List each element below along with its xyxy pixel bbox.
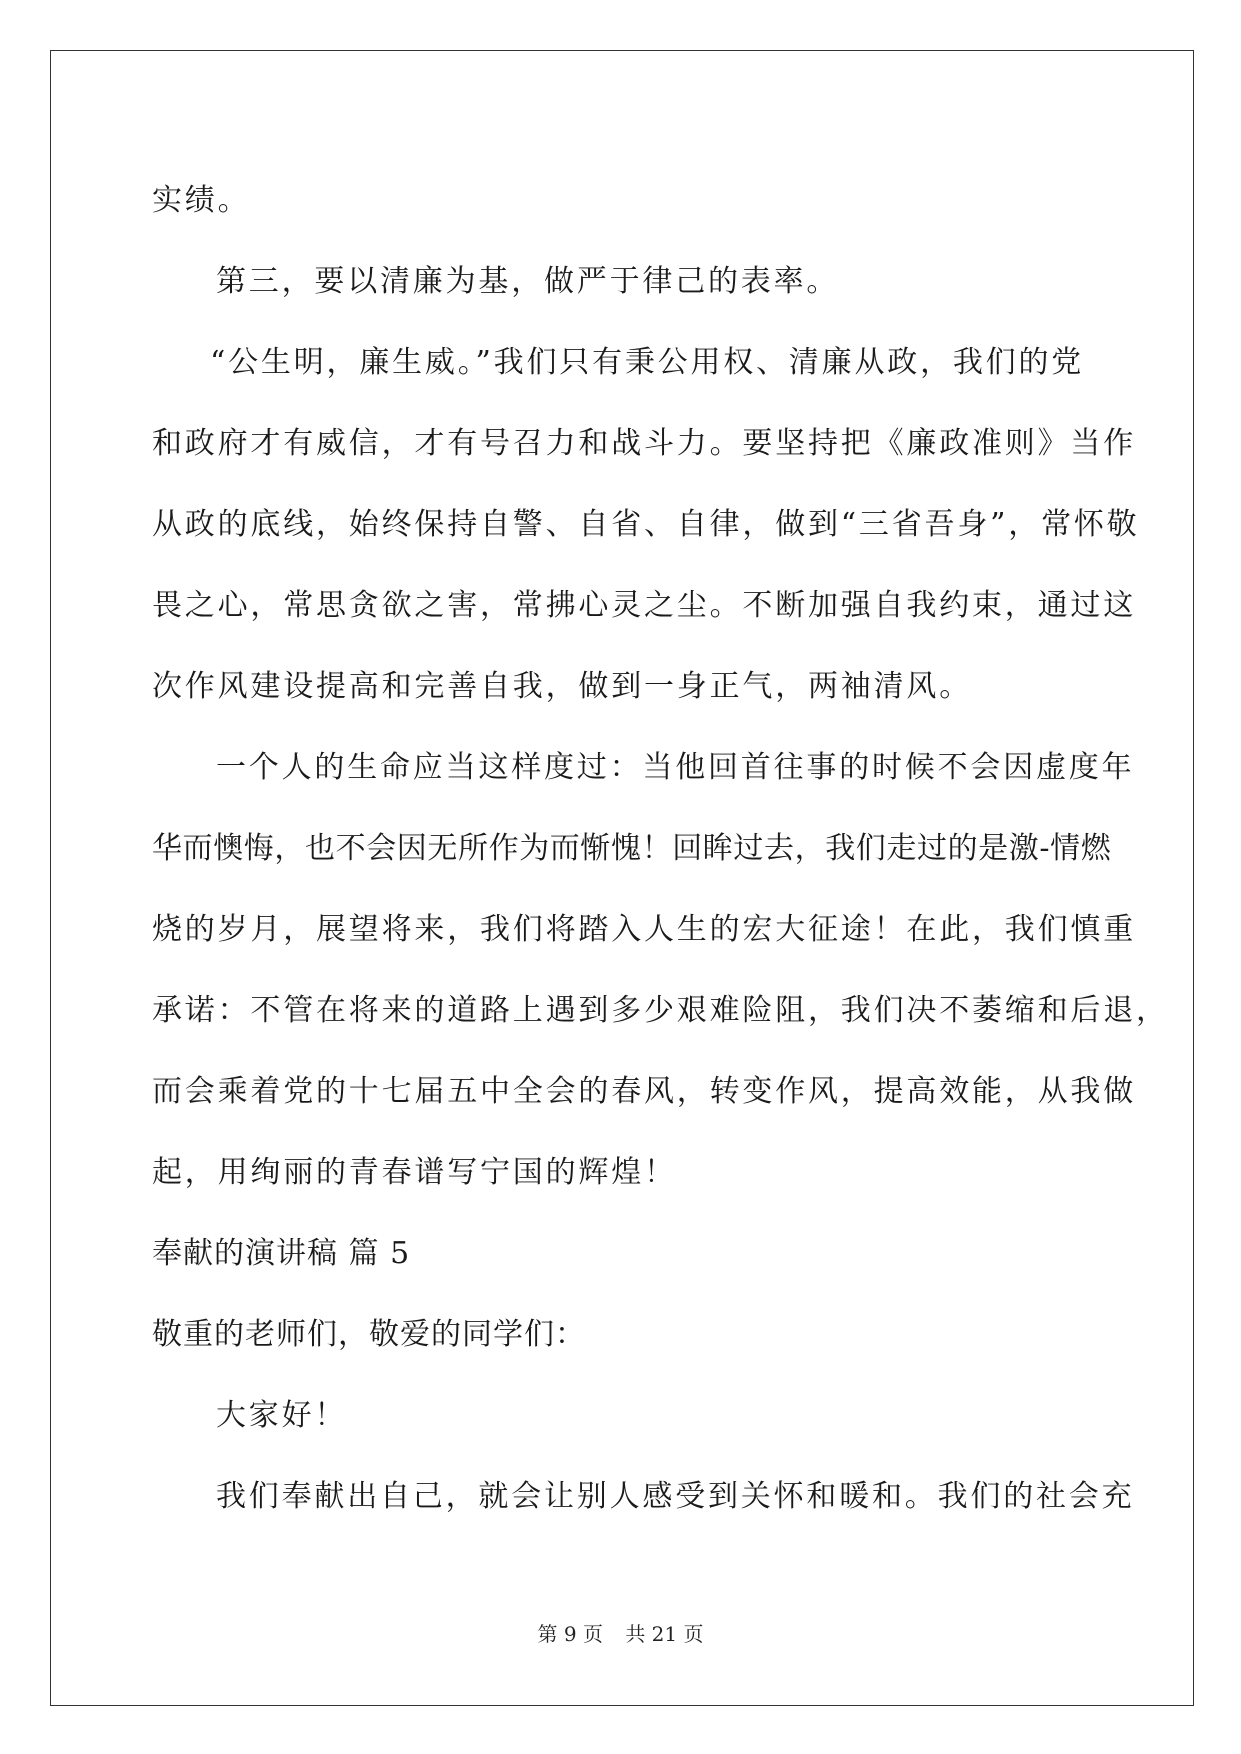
salutation: 敬重的老师们，敬爱的同学们：: [152, 1317, 586, 1352]
paragraph-line: 烧的岁月，展望将来，我们将踏入人生的宏大征途！在此，我们慎重: [152, 912, 1136, 947]
greeting: 大家好！: [216, 1398, 348, 1433]
section-point-three: 第三，要以清廉为基，做严于律己的表率。: [216, 264, 840, 299]
paragraph-line-quote-start: “公生明，廉生威。”我们只有秉公用权、清廉从政，我们的党: [210, 345, 1085, 380]
paragraph-line: 华而懊悔，也不会因无所作为而惭愧！回眸过去，我们走过的是激-情燃: [152, 831, 1112, 866]
paragraph-line-start: 我们奉献出自己，就会让别人感受到关怀和暖和。我们的社会充: [216, 1479, 1135, 1514]
paragraph-line: 承诺：不管在将来的道路上遇到多少艰难险阻，我们决不萎缩和后退，: [152, 993, 1169, 1028]
paragraph-line-start: 一个人的生命应当这样度过：当他回首往事的时候不会因虚度年: [216, 750, 1135, 785]
paragraph-line: 而会乘着党的十七届五中全会的春风，转变作风，提高效能，从我做: [152, 1074, 1136, 1109]
section-heading: 奉献的演讲稿 篇 5: [152, 1236, 411, 1271]
paragraph-line: 从政的底线，始终保持自警、自省、自律，做到“三省吾身”，常怀敬: [152, 507, 1140, 542]
page-number-total: 共 21 页: [625, 1622, 704, 1646]
document-body: [152, 160, 1169, 1537]
page-footer: [0, 1618, 1241, 1647]
paragraph-line: 起，用绚丽的青春谱写宁国的辉煌！: [152, 1155, 677, 1190]
paragraph-line: 次作风建设提高和完善自我，做到一身正气，两袖清风。: [152, 669, 972, 704]
paragraph-line: 和政府才有威信，才有号召力和战斗力。要坚持把《廉政准则》当作: [152, 426, 1136, 461]
page-number-current: 第 9 页: [537, 1622, 603, 1646]
paragraph-line: 畏之心，常思贪欲之害，常拂心灵之尘。不断加强自我约束，通过这: [152, 588, 1136, 623]
paragraph-line-continuation: 实绩。: [152, 183, 251, 218]
